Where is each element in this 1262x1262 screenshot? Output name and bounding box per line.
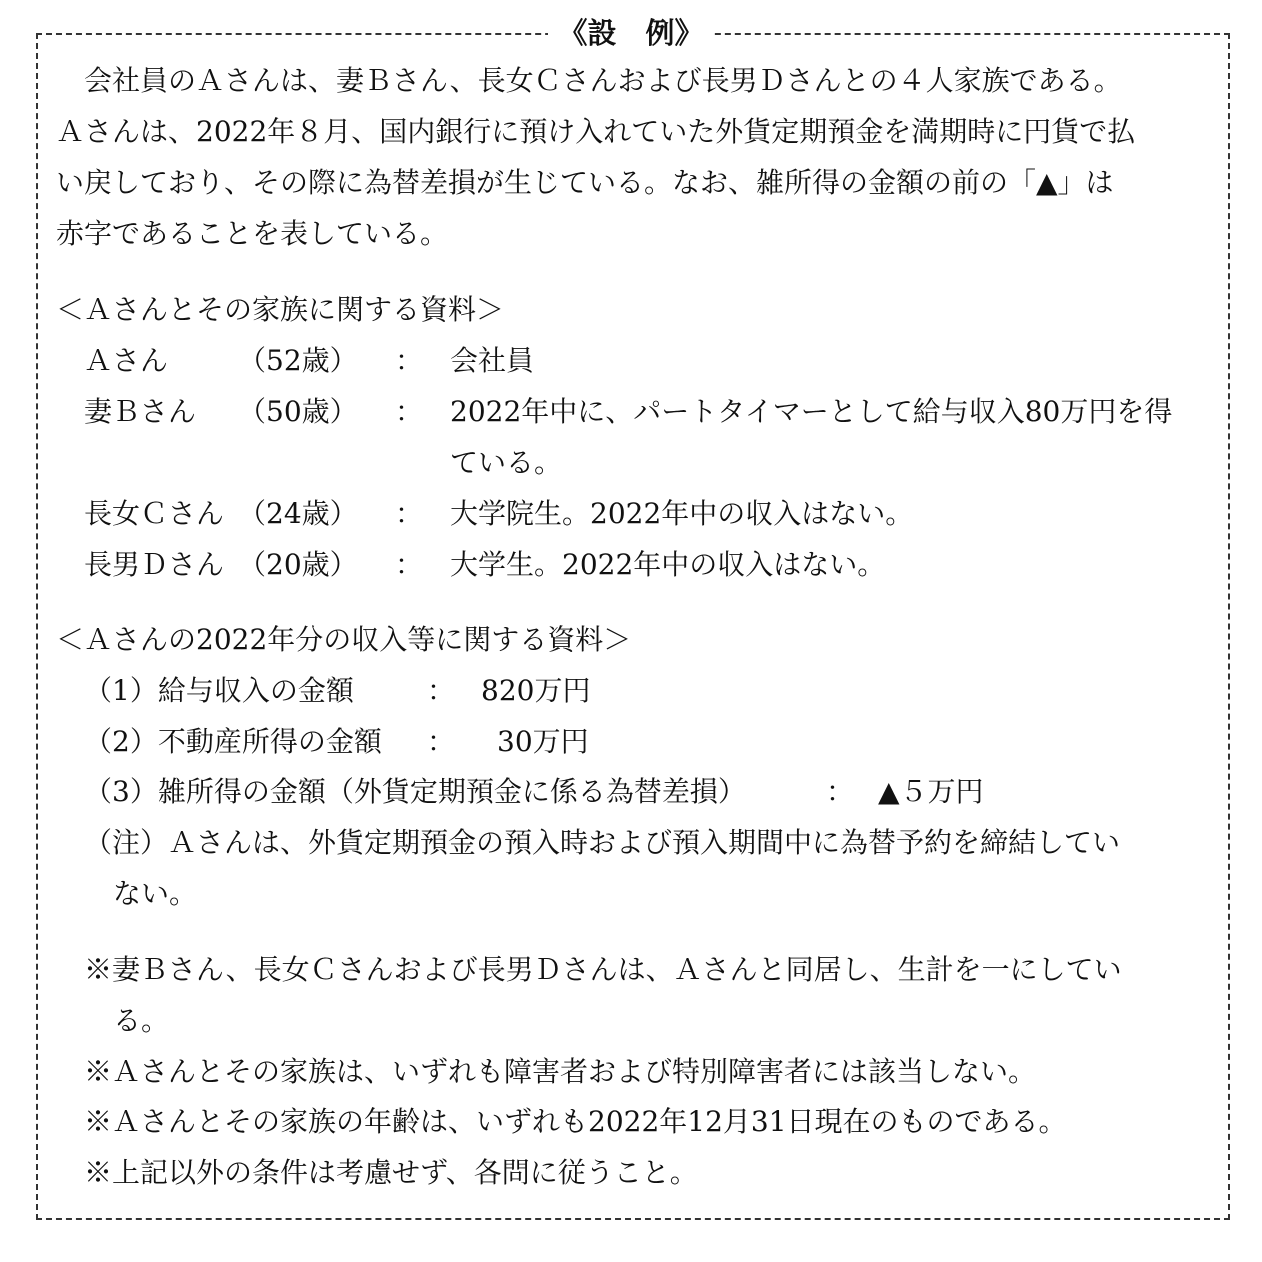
income-label: （2）不動産所得の金額 bbox=[84, 725, 382, 758]
condition-line: ※妻Ｂさん、長女Ｃさんおよび長男Ｄさんは、Ａさんと同居し、生計を一にしてい bbox=[84, 953, 1122, 986]
condition-line: る。 bbox=[113, 1004, 170, 1037]
note-line: （注）Ａさんは、外貨定期預金の預入時および預入期間中に為替予約を締結してい bbox=[84, 826, 1121, 859]
family-desc: 2022年中に、パートタイマーとして給与収入80万円を得 bbox=[450, 395, 1173, 428]
income-value: 30万円 bbox=[497, 725, 589, 758]
income-label: （3）雑所得の金額（外貨定期預金に係る為替差損） bbox=[84, 775, 746, 808]
condition-line: ※Ａさんとその家族の年齢は、いずれも2022年12月31日現在のものである。 bbox=[84, 1105, 1067, 1138]
family-name: 長女Ｃさん bbox=[84, 497, 225, 530]
income-colon: ： bbox=[826, 775, 855, 808]
example-title: 《設 例》 bbox=[0, 14, 1262, 52]
family-colon: ： bbox=[395, 548, 424, 581]
family-desc: ている。 bbox=[450, 446, 563, 479]
family-name: 長男Ｄさん bbox=[84, 548, 225, 581]
intro-line: 会社員のＡさんは、妻Ｂさん、長女Ｃさんおよび長男Ｄさんとの４人家族である。 bbox=[84, 64, 1122, 97]
family-desc: 大学院生。2022年中の収入はない。 bbox=[450, 497, 914, 530]
family-name: 妻Ｂさん bbox=[84, 395, 197, 428]
condition-line: ※上記以外の条件は考慮せず、各問に従うこと。 bbox=[84, 1156, 698, 1189]
income-colon: ： bbox=[427, 725, 456, 758]
family-age: （50歳） bbox=[238, 395, 358, 428]
income-colon: ： bbox=[427, 674, 456, 707]
family-name: Ａさん bbox=[84, 344, 169, 377]
family-desc: 会社員 bbox=[450, 344, 535, 377]
income-heading: ＜Ａさんの2022年分の収入等に関する資料＞ bbox=[56, 623, 632, 656]
intro-line: い戻しており、その際に為替差損が生じている。なお、雑所得の金額の前の「▲」は bbox=[56, 166, 1114, 199]
income-label: （1）給与収入の金額 bbox=[84, 674, 354, 707]
family-age: （52歳） bbox=[238, 344, 358, 377]
family-colon: ： bbox=[395, 395, 424, 428]
family-desc: 大学生。2022年中の収入はない。 bbox=[450, 548, 886, 581]
condition-line: ※Ａさんとその家族は、いずれも障害者および特別障害者には該当しない。 bbox=[84, 1055, 1037, 1088]
intro-line: 赤字であることを表している。 bbox=[56, 217, 449, 250]
intro-line: Ａさんは、2022年８月、国内銀行に預け入れていた外貨定期預金を満期時に円貨で払 bbox=[56, 115, 1136, 148]
family-colon: ： bbox=[395, 497, 424, 530]
note-line: ない。 bbox=[113, 877, 198, 910]
income-value: ▲５万円 bbox=[878, 775, 984, 808]
family-colon: ： bbox=[395, 344, 424, 377]
family-age: （20歳） bbox=[238, 548, 358, 581]
family-heading: ＜Ａさんとその家族に関する資料＞ bbox=[56, 293, 505, 326]
income-value: 820万円 bbox=[481, 674, 591, 707]
family-age: （24歳） bbox=[238, 497, 358, 530]
